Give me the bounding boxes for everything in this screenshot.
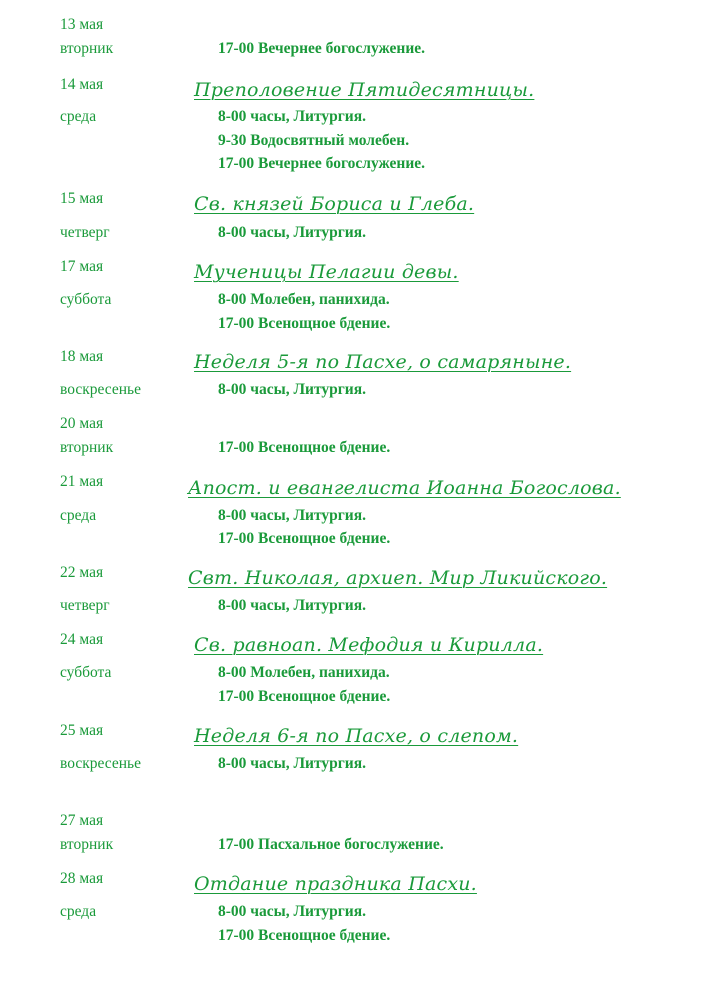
service-line: 8-00 часы, Литургия. bbox=[218, 507, 366, 524]
entry-weekday: среда bbox=[60, 108, 97, 125]
feast-title: Апост. и евангелиста Иоанна Богослова. bbox=[188, 477, 621, 499]
entry-weekday: среда bbox=[60, 903, 97, 920]
entry-date: 13 мая bbox=[60, 16, 104, 33]
service-line: 8-00 часы, Литургия. bbox=[218, 381, 366, 398]
service-line: 8-00 часы, Литургия. bbox=[218, 224, 366, 241]
entry-weekday: четверг bbox=[60, 597, 110, 614]
entry-date: 28 мая bbox=[60, 870, 104, 887]
entry-date: 14 мая bbox=[60, 76, 104, 93]
entry-date: 25 мая bbox=[60, 722, 104, 739]
entry-weekday: воскресенье bbox=[60, 755, 141, 772]
entry-date: 24 мая bbox=[60, 631, 104, 648]
entry-weekday: вторник bbox=[60, 439, 114, 456]
service-line: 17-00 Вечернее богослужение. bbox=[218, 40, 426, 57]
feast-title: Неделя 6-я по Пасхе, о слепом. bbox=[194, 725, 519, 747]
service-line: 8-00 часы, Литургия. bbox=[218, 903, 366, 920]
service-line: 8-00 Молебен, панихида. bbox=[218, 291, 390, 308]
entry-weekday: вторник bbox=[60, 40, 114, 57]
feast-title: Преполовение Пятидесятницы. bbox=[194, 79, 535, 101]
entry-weekday: вторник bbox=[60, 836, 114, 853]
service-line: 17-00 Всенощное бдение. bbox=[218, 927, 391, 944]
service-line: 8-00 часы, Литургия. bbox=[218, 108, 366, 125]
entry-weekday: суббота bbox=[60, 664, 112, 681]
entry-date: 17 мая bbox=[60, 258, 104, 275]
entry-weekday: суббота bbox=[60, 291, 112, 308]
feast-title: Неделя 5-я по Пасхе, о самаряныне. bbox=[194, 351, 572, 373]
feast-title: Мученицы Пелагии девы. bbox=[194, 261, 459, 283]
entry-date: 22 мая bbox=[60, 564, 104, 581]
service-line: 8-00 часы, Литургия. bbox=[218, 597, 366, 614]
service-line: 17-00 Вечернее богослужение. bbox=[218, 155, 426, 172]
service-line: 17-00 Всенощное бдение. bbox=[218, 530, 391, 547]
service-line: 17-00 Пасхальное богослужение. bbox=[218, 836, 444, 853]
entry-date: 18 мая bbox=[60, 348, 104, 365]
service-line: 17-00 Всенощное бдение. bbox=[218, 315, 391, 332]
service-line: 9-30 Водосвятный молебен. bbox=[218, 132, 410, 149]
service-line: 17-00 Всенощное бдение. bbox=[218, 439, 391, 456]
feast-title: Отдание праздника Пасхи. bbox=[194, 873, 477, 895]
entry-date: 27 мая bbox=[60, 812, 104, 829]
feast-title: Св. князей Бориса и Глеба. bbox=[194, 193, 475, 215]
feast-title: Св. равноап. Мефодия и Кирилла. bbox=[194, 634, 544, 656]
entry-date: 15 мая bbox=[60, 190, 104, 207]
service-line: 8-00 Молебен, панихида. bbox=[218, 664, 390, 681]
feast-title: Свт. Николая, архиеп. Мир Ликийского. bbox=[188, 567, 608, 589]
entry-weekday: четверг bbox=[60, 224, 110, 241]
service-line: 17-00 Всенощное бдение. bbox=[218, 688, 391, 705]
entry-weekday: воскресенье bbox=[60, 381, 141, 398]
entry-date: 21 мая bbox=[60, 473, 104, 490]
entry-weekday: среда bbox=[60, 507, 97, 524]
entry-date: 20 мая bbox=[60, 415, 104, 432]
service-line: 8-00 часы, Литургия. bbox=[218, 755, 366, 772]
